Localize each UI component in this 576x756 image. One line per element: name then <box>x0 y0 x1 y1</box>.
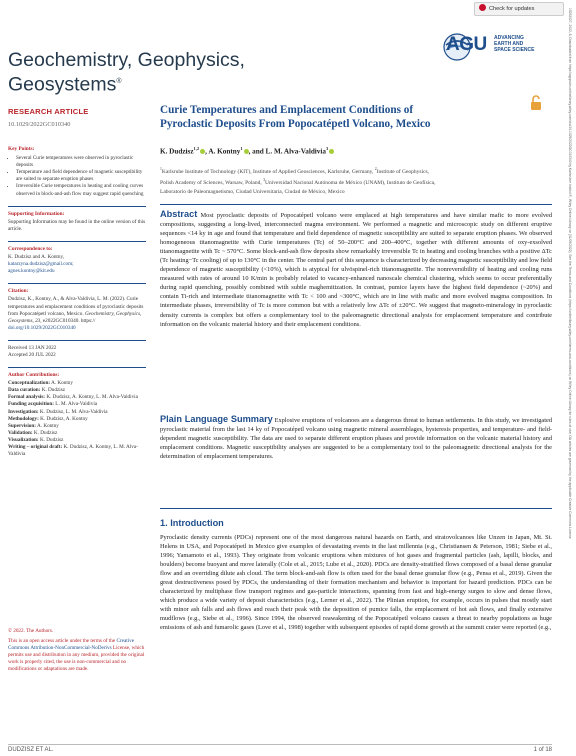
trademark-mark: ® <box>116 78 122 85</box>
orcid-icon[interactable] <box>329 149 334 154</box>
correspondence-names: K. Dudzisz and A. Kontny, <box>8 254 64 261</box>
received-date: Received 13 JAN 2022 <box>8 344 57 351</box>
agu-tagline-2: EARTH AND <box>494 41 524 47</box>
agu-letters: AGU <box>446 34 487 55</box>
footer-divider <box>8 744 552 745</box>
key-point: • Several Curie temperatures were observed in pyroclastic deposits <box>16 155 146 169</box>
citation-journal: Geochemistry, Geophysics, Geosystems, 23 <box>8 310 142 324</box>
download-stamp: 15252027, 2022, 8, Downloaded from https://agupubs.onlinelibrary.wiley.com/doi/10.1029/2022GC010340 by Karlsruher Institut F., Wiley Online Library on [01/09/2022]. See the Terms and Conditions (https://onlinelibrary.wiley.com/terms-and-conditions) on Wiley Online Library for rules of use; OA articles are governed by the applicable Creative Commons License <box>568 8 572 539</box>
copyright: © 2022. The Authors. <box>8 628 54 634</box>
open-access-lock-icon <box>528 95 544 111</box>
article-title <box>160 103 431 131</box>
key-point: • Temperature and field dependence of magnetic susceptibility are suited to separate eruption phases <box>16 169 146 183</box>
email-link[interactable]: katarzyna.dudzisz@gmail.com; <box>8 261 74 268</box>
journal-title-line2: Geosystems <box>8 73 117 96</box>
license-block <box>8 628 146 674</box>
contribution-item: Formal analysis: K. Dudzisz, A. Kontny, L. M. Alva-Valdivia <box>8 394 138 401</box>
supporting-info-text: Supporting Information may be found in the online version of this article. <box>8 218 146 232</box>
contribution-item: Funding acquisition: L. M. Alva-Valdivia <box>8 401 98 408</box>
citation-text: Dudzisz, K., Kontny, A., & Alva-Valdivia, L. M. (2022). Curie temperatures and emplacement conditions of pyroclastic deposits from Popocatépetl volcano, Mexico. <box>8 296 144 317</box>
contributions-list <box>8 380 146 458</box>
agu-tagline-1: ADVANCING <box>494 35 524 41</box>
intro-text: Pyroclastic density currents (PDCs) represent one of the most dangerous natural hazards on Earth, and stratovolcanoes like Unzen in Japan, Mt. St. Helens in USA, and Popocatépetl in Mexico give examples of devastating events in the last millennia (e.g., Christiansen & Peterson, 1981; Siebe et al., 1996; Yamamoto et al., 1993). They originate from volcanic eruptions when mixtures of hot gases and fragmental particles (ash, lapilli, blocks, and boulders) become buoyant and move laterally (Cole et al., 2015; Lube et al., 2020). PDCs are density-stratified flows composed of a basal dense granular flow and an overriding dilute ash cloud. The term block-and-ash flow is often used for the basal dense granular flow (e.g., Pensa et al., 2019). Given the great destructiveness posed by PDCs, the understanding of their formation mechanism and behavior is important for hazard prediction. PDCs can be characterized by multiphase flow transport regimes and gas-particle interactions, spanning from fast and high-energy surges to slow and dense flows, which produce a wide variety of deposit characteristics (e.g., Lerner et al., 2022). The Plinian eruption, for example, occurs in pulses that mostly start with minor ash falls and ash flows and reach their peak with the deposition of pumice falls, the emplacement of hot ash flows, and finally extensive mudflows (e.g., Siebe et al., 1996). Since 1994, the observed reawakening of the Popocatépetl volcano causes a threat to nearby populations as huge emissions of ash and fumarolic gases (Love et al., 1998) together with subsequent episodes of rapid dome growth at the summit crater were reported (e.g., <box>160 534 552 632</box>
affiliations <box>160 165 552 196</box>
page-number: 1 of 18 <box>533 747 552 753</box>
journal-title-line1: Geochemistry, Geophysics, <box>8 49 245 71</box>
intro-heading: 1. Introduction <box>160 518 224 528</box>
accepted-date: Accepted 20 JUL 2022 <box>8 351 56 358</box>
affiliation-3b: Laboratorio de Paleomagnetismo, Ciudad Universitaria, Ciudad de México, Mexico <box>160 188 345 195</box>
correspondence-title: Correspondence to: <box>8 245 53 252</box>
contribution-item: Visualization: K. Dudzisz <box>8 436 64 443</box>
contributions-title: Author Contributions: <box>8 372 60 379</box>
contribution-item: Writing – original draft: K. Dudzisz, A. Kontny, L. M. Alva-Valdivia <box>8 444 138 458</box>
agu-logo <box>442 32 554 62</box>
affiliation-2a: Institute of Geophysics, <box>376 168 430 175</box>
author-3-sup: 3 <box>326 146 329 151</box>
agu-tagline-3: SPACE SCIENCE <box>494 47 535 53</box>
doi: 10.1029/2022GC010340 <box>8 121 71 128</box>
affiliation-2b: Polish Academy of Sciences, Warsaw, Poland, <box>160 180 262 187</box>
citation-title: Citation: <box>8 288 29 295</box>
contribution-item: Conceptualization: A. Kontny <box>8 380 73 387</box>
pls-heading: Plain Language Summary <box>160 414 273 424</box>
author-3: , and L. M. Alva-Valdivia <box>248 147 326 156</box>
affiliation-3a: Universidad Nacional Autónoma de México (UNAM), Instituto de Geofísica, <box>265 180 436 187</box>
citation-block <box>8 296 146 331</box>
footer-authors: DUDZISZ ET AL. <box>8 747 54 753</box>
contribution-item: Data curation: K. Dudzisz <box>8 387 66 394</box>
key-point: • Irreversible Curie temperatures in heating and cooling curves observed in block-and-ash flow may suggest rapid quenching <box>16 183 146 197</box>
author-1-sup: 1,2 <box>193 146 200 151</box>
abstract <box>160 210 552 329</box>
citation-end: , e2022GC010340. https:// <box>40 317 96 324</box>
pls-text: Explosive eruptions of volcanoes are a dangerous threat to human settlements. In this study, we investigated pyroclastic material from the last 14 ky of Popocatépetl volcano using magnetic mineral assemblages, hysteresis properties, and temperature- and field-dependent magnetic susceptibility. The data are used to separate different eruption phases and provide information on the volcanic material history and emplacement conditions. Magnetic susceptibility analyses are suggested to be a complementary tool to the paleomagnetic directional analysis for the determination of emplacement temperatures. <box>160 417 552 461</box>
plain-language-summary <box>160 415 552 461</box>
affiliation-1: Karlsruhe Institute of Technology (KIT), Institute of Applied Geosciences, Karlsruhe, Germany, <box>161 168 374 175</box>
divider <box>160 508 552 509</box>
abstract-heading: Abstract <box>160 209 198 219</box>
author-2-sup: 1 <box>240 146 243 151</box>
author-1: K. Dudzisz <box>160 147 194 156</box>
abstract-text: Most pyroclastic deposits of Popocatépetl volcano were emplaced at high temperatures and have similar mafic to more evolved compositions, suggesting a long-lived, interconnected magma environment. We performed a magnetic and microscopic study on different eruptive sequences <14 ky in age and found that temperature and field dependence of magnetic susceptibility are suited to separate eruption phases. We observed homogeneous titanomagnetite with Curie temperatures (Tc) of 50–200°C and 200–400°C, together with different amounts of oxy-exsolved titanomagnetite with Tc ~ 570°C. Some block-and-ash flow deposits show remarkably irreversible Tc in heating and cooling branches with a positive ΔTc (Tc heating−Tc cooling) of up to 130°C in the center. The central part of this sequence is characterized by decreasing magnetic susceptibility and low field dependence of magnetic susceptibility (<10%), which is atypical for ulvöspinel-rich titanomagnetite. The nonreversibility of heating and cooling runs measured with rates of around 10 K/min is probably related to vacancy-enhanced nanoscale chemical clustering, which seems to occur preferentially during rapid quenching, possibly combined with subtle maghemitization. In contrast, pumice layers have the highest field dependence (~20%) and contain Ti-rich and intermediate titanomagnetite with Tc < 100 and ~300°C, which are in line with mafic and more evolved magma composition. In intermediate phases, irreversibility of Tc is more common but with a relatively low ΔTc of ±20°C. We suggest that magneto-mineralogy in pyroclastic density currents is complex but offers a complementary tool to the paleomagnetic directional analysis for emplacement temperature and contribute information on the volcanic material history and their emplacement conditions. <box>160 212 552 328</box>
author-2: , A. Kontny <box>205 147 241 156</box>
affiliation-2-sup: 2 <box>374 167 377 171</box>
contribution-item: Methodology: K. Dudzisz, A. Kontny <box>8 415 88 422</box>
sidebar <box>8 146 146 458</box>
supporting-info-title: Supporting Information: <box>8 210 65 217</box>
divider <box>160 204 552 205</box>
article-type: RESEARCH ARTICLE <box>8 107 89 116</box>
license-text-a: This is an open access article under the terms of the <box>8 638 117 645</box>
citation-doi-link[interactable]: doi.org/10.1029/2022GC010340 <box>8 324 76 331</box>
key-points-list <box>8 155 146 198</box>
contribution-item: Validation: K. Dudzisz <box>8 429 58 436</box>
email-link[interactable]: agnes.kontny@kit.edu <box>8 268 55 275</box>
contribution-item: Investigation: K. Dudzisz, L. M. Alva-Valdivia <box>8 408 108 415</box>
title-line1: Curie Temperatures and Emplacement Conditions of <box>160 104 414 116</box>
check-updates-button[interactable] <box>474 2 564 16</box>
check-updates-icon <box>479 4 486 11</box>
license-link[interactable]: Creative Commons Attribution-NonCommercial-NoDerivs <box>8 638 135 652</box>
check-updates-label: Check for updates <box>489 6 535 12</box>
author-list <box>160 146 334 155</box>
title-line2: Pyroclastic Deposits From Popocatépetl Volcano, Mexico <box>160 118 431 130</box>
affiliation-1-sup: 1 <box>160 167 162 171</box>
license-text-b: License, which permits use and distribution in any medium, provided the original work is properly cited, the use is non-commercial and no modifications or adaptations are made. <box>8 645 145 673</box>
affiliation-3-sup: 3 <box>263 178 266 183</box>
journal-title <box>8 50 245 96</box>
key-points-title: Key Points: <box>8 146 35 152</box>
contribution-item: Supervision: A. Kontny <box>8 422 59 429</box>
